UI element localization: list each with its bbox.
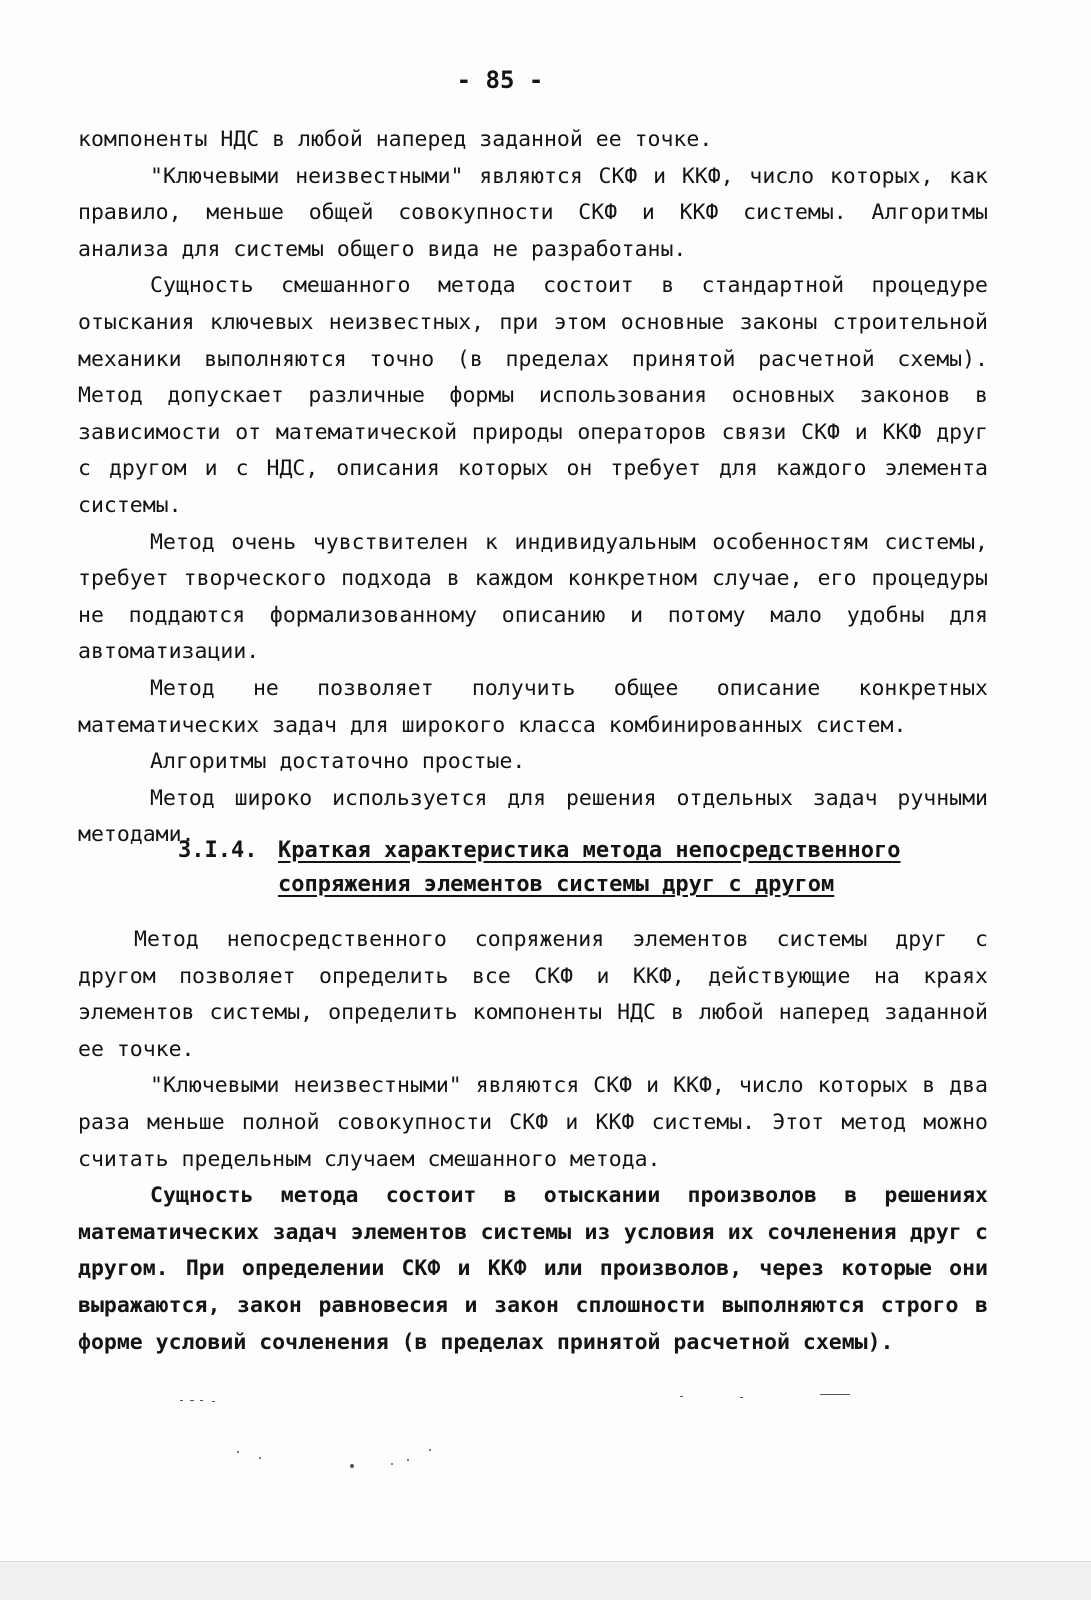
paragraph-method-usage: Метод широко используется для решения отдельных задач ручными методами. bbox=[78, 785, 988, 848]
paragraph-direct-key-unknowns: "Ключевыми неизвестными" являются СКФ и ККФ, число которых в два раза меньше полной совокупности СКФ и ККФ системы. Этот метод можно считать предельным случаем смешанного метода. bbox=[78, 1073, 988, 1172]
paragraph-method-limitation: Метод не позволяет получить общее описание конкретных математических задач для широкого класса комбинированных систем. bbox=[78, 675, 988, 738]
scan-specks bbox=[0, 1380, 1091, 1500]
paragraph-direct-method-essence: Сущность метода состоит в отыскании произволов в решениях математических задач элементов системы из условия их сочленения друг с другом. При определении СКФ и ККФ или произволов, через которые они выражаются, закон равновесия и закон сплошности выполняются строго в форме условий сочленения (в пределах принятой расчетной схемы). bbox=[78, 1183, 988, 1355]
section-number: 3.I.4. bbox=[178, 838, 258, 863]
scan-bottom-edge bbox=[0, 1561, 1091, 1600]
paragraph-method-sensitivity: Метод очень чувствителен к индивидуальным особенностям системы, требует творческого подхода в каждом конкретном случае, его процедуры не поддаются формализованному описанию и потому мало удобны для автоматизации. bbox=[78, 529, 988, 665]
page-number: - 85 - bbox=[456, 66, 544, 94]
paragraph-algorithms: Алгоритмы достаточно простые. bbox=[150, 749, 526, 775]
section-title: Краткая характеристика метода непосредственного сопряжения элементов системы друг с другом bbox=[278, 838, 901, 897]
paragraph-direct-coupling-method: Метод непосредственного сопряжения элементов системы друг с другом позволяет определить все СКФ и ККФ, действующие на краях элементов системы, определить компоненты НДС в любой наперед заданной ее точке. bbox=[78, 927, 988, 1062]
body-text-bottom bbox=[78, 922, 988, 1361]
body-text-top bbox=[78, 122, 988, 854]
paragraph-mixed-method-essence: Сущность смешанного метода состоит в стандартной процедуре отыскания ключевых неизвестных, при этом основные законы строительной механики выполняются точно (в пределах принятой расчетной схемы). Метод допускает различные формы использования основных законов в зависимости от математической природы операторов связи СКФ и ККФ друг с другом и с НДС, описания которых он требует для каждого элемента системы. bbox=[78, 273, 988, 518]
paragraph-continuation: компоненты НДС в любой наперед заданной ее точке. bbox=[78, 127, 713, 152]
paragraph-key-unknowns: "Ключевыми неизвестными" являются СКФ и ККФ, число которых, как правило, меньше общей совокупности СКФ и ККФ системы. Алгоритмы анализа для системы общего вида не разработаны. bbox=[78, 163, 988, 262]
